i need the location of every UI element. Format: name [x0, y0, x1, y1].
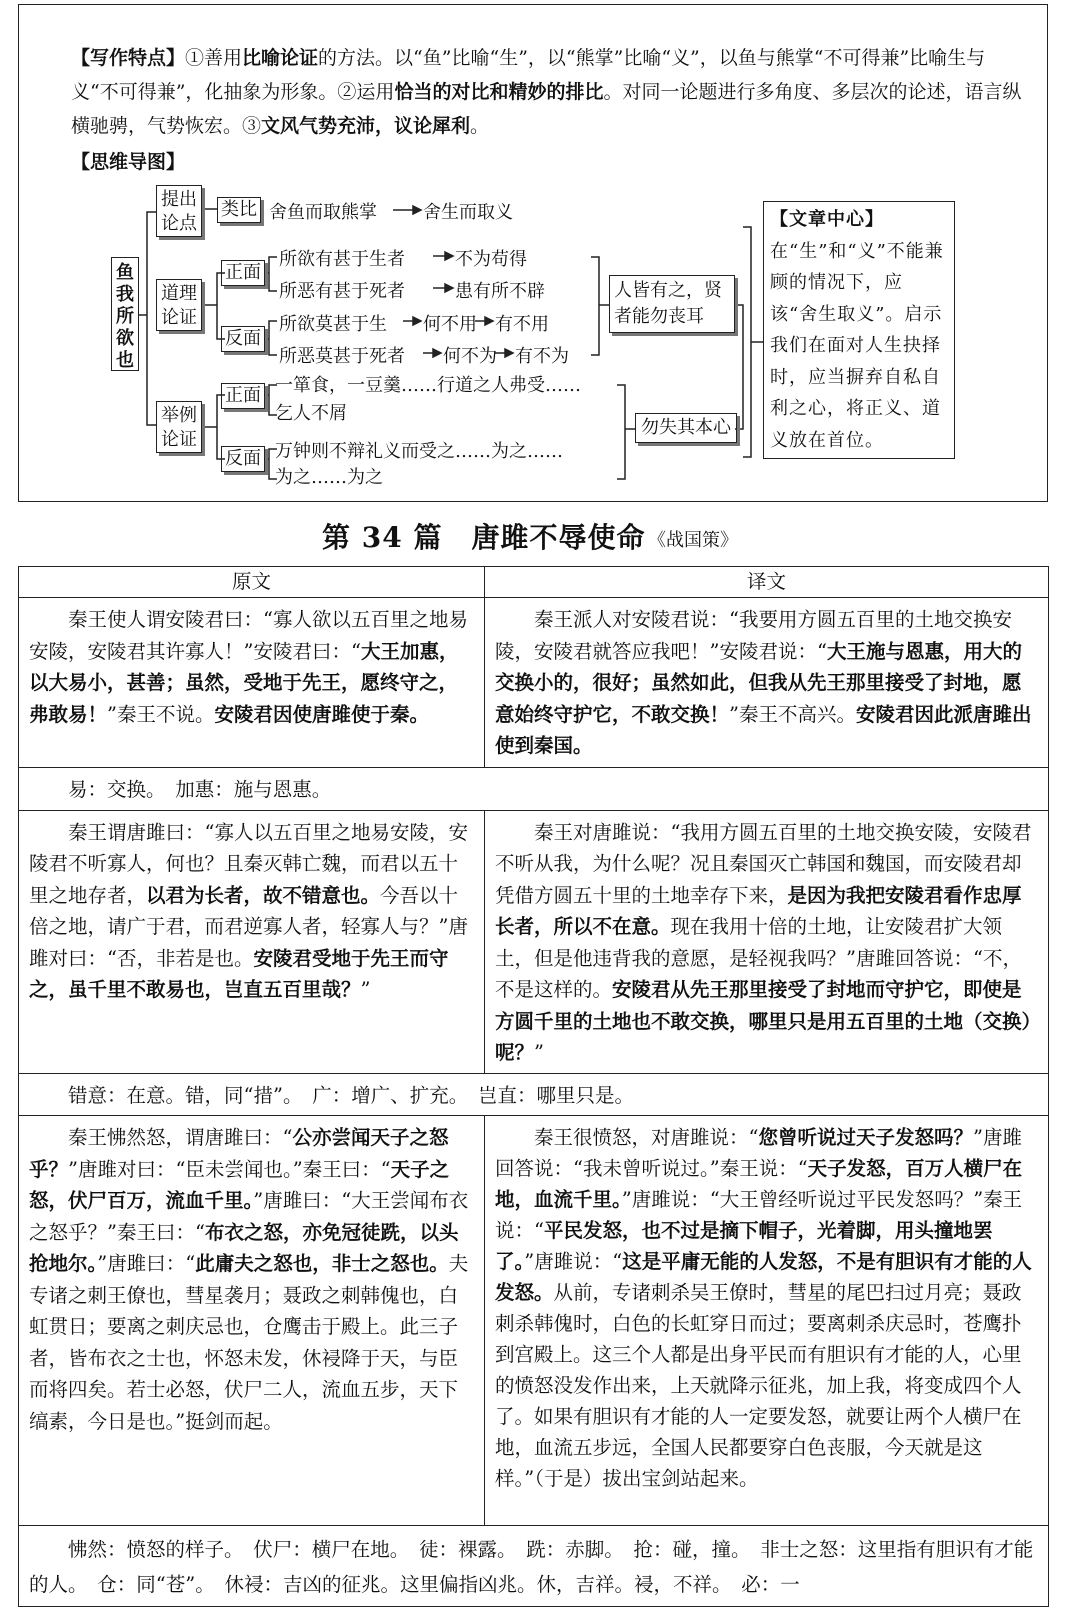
- tag-negative-2: 反面: [221, 446, 265, 472]
- col-translation: 译文: [485, 567, 1049, 598]
- analogy-right: 舍生而取义: [423, 202, 513, 223]
- note-row: 错意：在意。错，同“措”。 广：增广、扩充。 岂直：哪里只是。: [19, 1073, 1049, 1116]
- note-row: 易：交换。 加惠：施与恩惠。: [19, 768, 1049, 811]
- tag-positive-2: 正面: [221, 383, 265, 409]
- article-title: 第 34 篇 唐雎不辱使命: [322, 521, 646, 554]
- features-label: 【写作特点】: [71, 47, 186, 69]
- branch-examples: 举例论证: [156, 401, 202, 453]
- tag-negative-1: 反面: [221, 326, 265, 352]
- analogy-left: 舍鱼而取熊掌: [269, 202, 377, 223]
- col-original: 原文: [19, 567, 485, 598]
- text-table: [18, 566, 1049, 1607]
- article-center: 【文章中心】在“生”和“义”不能兼顾的情况下，应该“舍生取义”。启示我们在面对人生抉择时，应当摒弃自私自利之心，将正义、道义放在首位。: [763, 201, 955, 459]
- note-row: 怫然：愤怒的样子。 伏尸：横尸在地。 徒：裸露。 跣：赤脚。 抢：碰，撞。 非士之怒：这里指有胆识有才能的人。 仓：同“苍”。 休祲：吉凶的征兆。这里偏指凶兆。休，吉祥。祲，不祥。 必：一: [19, 1526, 1049, 1607]
- writing-features: 【写作特点】①善用比喻论证的方法。以“鱼”比喻“生”，以“熊掌”比喻“义”，以鱼与熊掌“不可得兼”比喻生与义“不可得兼”，化抽象为形象。②运用恰当的对比和精妙的排比。对同一论题进行多角度、多层次的论述，语言纵横驰骋，气势恢宏。③文风气势充沛，议论犀利。: [71, 47, 1022, 137]
- table-row: 秦王谓唐雎曰：“寡人以五百里之地易安陵，安陵君不听寡人，何也？且秦灭韩亡魏，而君以五十里之地存者，以君为长者，故不错意也。今吾以十倍之地，请广于君，而君逆寡人者，轻寡人与？”唐雎对曰：“否，非若是也。安陵君受地于先王而守之，虽千里不敢易也，岂直五百里哉？” 秦王对唐雎说：“我用方圆五百里的土地交换安陵，安陵君不听从我，为什么呢？况且秦国灭亡韩国和魏国，而安陵君却凭借方圆五十里的土地幸存下来，是因为我把安陵君看作忠厚长者，所以不在意。现在我用十倍的土地，让安陵君扩大领土，但是他违背我的意愿，是轻视我吗？”唐雎回答说：“不，不是这样的。安陵君从先王那里接受了封地而守护它，即使是方圆千里的土地也不敢交换，哪里只是用五百里的土地（交换）呢？”: [19, 810, 1049, 1073]
- branch-reasoning: 道理论证: [156, 279, 202, 331]
- branch-thesis: 提出论点: [156, 185, 202, 237]
- summary-box: 【写作特点】①善用比喻论证的方法。以“鱼”比喻“生”，以“熊掌”比喻“义”，以鱼与熊掌“不可得兼”比喻生与义“不可得兼”，化抽象为形象。②运用恰当的对比和精妙的排比。对同一论题进行多角度、多层次的论述，语言纵横驰骋，气势恢宏。③文风气势充沛，议论犀利。 【思维导图】 鱼我所欲也 提出论点 道理论证 举例论证 类比 舍鱼而取熊掌 舍生而取义 正面 反面 所欲有甚于生者 不为苟得 所恶有甚于死者 患有所不辟 所欲莫甚于生 何不用 有不用 所恶莫甚于死者 何不为 有不为 人皆有之，贤者能勿丧耳 正面 反面 一箪食，一豆羹……行道之人弗受…… 乞人不屑 万钟则不辩礼义而受之……为之…… 为之……为之 勿失其本心 【文章中心】在“生”和“义”不能兼顾的情况下，应该“舍生取义”。启示我们在面对人生抉择时，应当摒弃自私自利之心，将正义、道义放在首位。: [18, 4, 1048, 502]
- article-heading: [0, 516, 1080, 556]
- mindmap-root: 鱼我所欲也: [111, 257, 139, 371]
- table-header: [19, 567, 1049, 598]
- summary-original-heart: 勿失其本心: [635, 413, 737, 443]
- tag-positive-1: 正面: [221, 260, 265, 286]
- article-source: 《战国策》: [648, 530, 738, 551]
- table-row: 秦王怫然怒，谓唐雎曰：“公亦尝闻天子之怒乎？”唐雎对曰：“臣未尝闻也。”秦王曰：“天子之怒，伏尸百万，流血千里。”唐雎曰：“大王尝闻布衣之怒乎？”秦王曰：“布衣之怒，亦免冠徒跣，以头抢地尔。”唐雎曰：“此庸夫之怒也，非士之怒也。夫专诸之刺王僚也，彗星袭月；聂政之刺韩傀也，白虹贯日；要离之刺庆忌也，仓鹰击于殿上。此三子者，皆布衣之士也，怀怒未发，休祲降于天，与臣而将四矣。若士必怒，伏尸二人，流血五步，天下缟素，今日是也。”挺剑而起。 秦王很愤怒，对唐雎说：“您曾听说过天子发怒吗？”唐雎回答说：“我未曾听说过。”秦王说：“天子发怒，百万人横尸在地，血流千里。”唐雎说：“大王曾经听说过平民发怒吗？”秦王说：“平民发怒，也不过是摘下帽子，光着脚，用头撞地罢了。”唐雎说：“这是平庸无能的人发怒，不是有胆识有才能的人发怒。从前，专诸刺杀吴王僚时，彗星的尾巴扫过月亮；聂政刺杀韩傀时，白色的长虹穿日而过；要离刺杀庆忌时，苍鹰扑到宫殿上。这三个人都是出身平民而有胆识有才能的人，心里的愤怒没发作出来，上天就降示征兆，加上我，将变成四个人了。如果有胆识有才能的人一定要发怒，就要让两个人横尸在地，血流五步远，全国人民都要穿白色丧服，今天就是这样。”（于是）拔出宝剑站起来。: [19, 1116, 1049, 1526]
- summary-all-have: 人皆有之，贤者能勿丧耳: [609, 275, 735, 333]
- table-row: 秦王使人谓安陵君曰：“寡人欲以五百里之地易安陵，安陵君其许寡人！”安陵君曰：“大王加惠，以大易小，甚善；虽然，受地于先王，愿终守之，弗敢易！”秦王不说。安陵君因使唐雎使于秦。 秦王派人对安陵君说：“我要用方圆五百里的土地交换安陵，安陵君就答应我吧！”安陵君说：“大王施与恩惠，用大的交换小的，很好；虽然如此，但我从先王那里接受了封地，愿意始终守护它，不敢交换！”秦王不高兴。安陵君因此派唐雎出使到秦国。: [19, 598, 1049, 768]
- tag-analogy: 类比: [217, 197, 261, 223]
- mindmap-title: 【思维导图】: [71, 151, 186, 173]
